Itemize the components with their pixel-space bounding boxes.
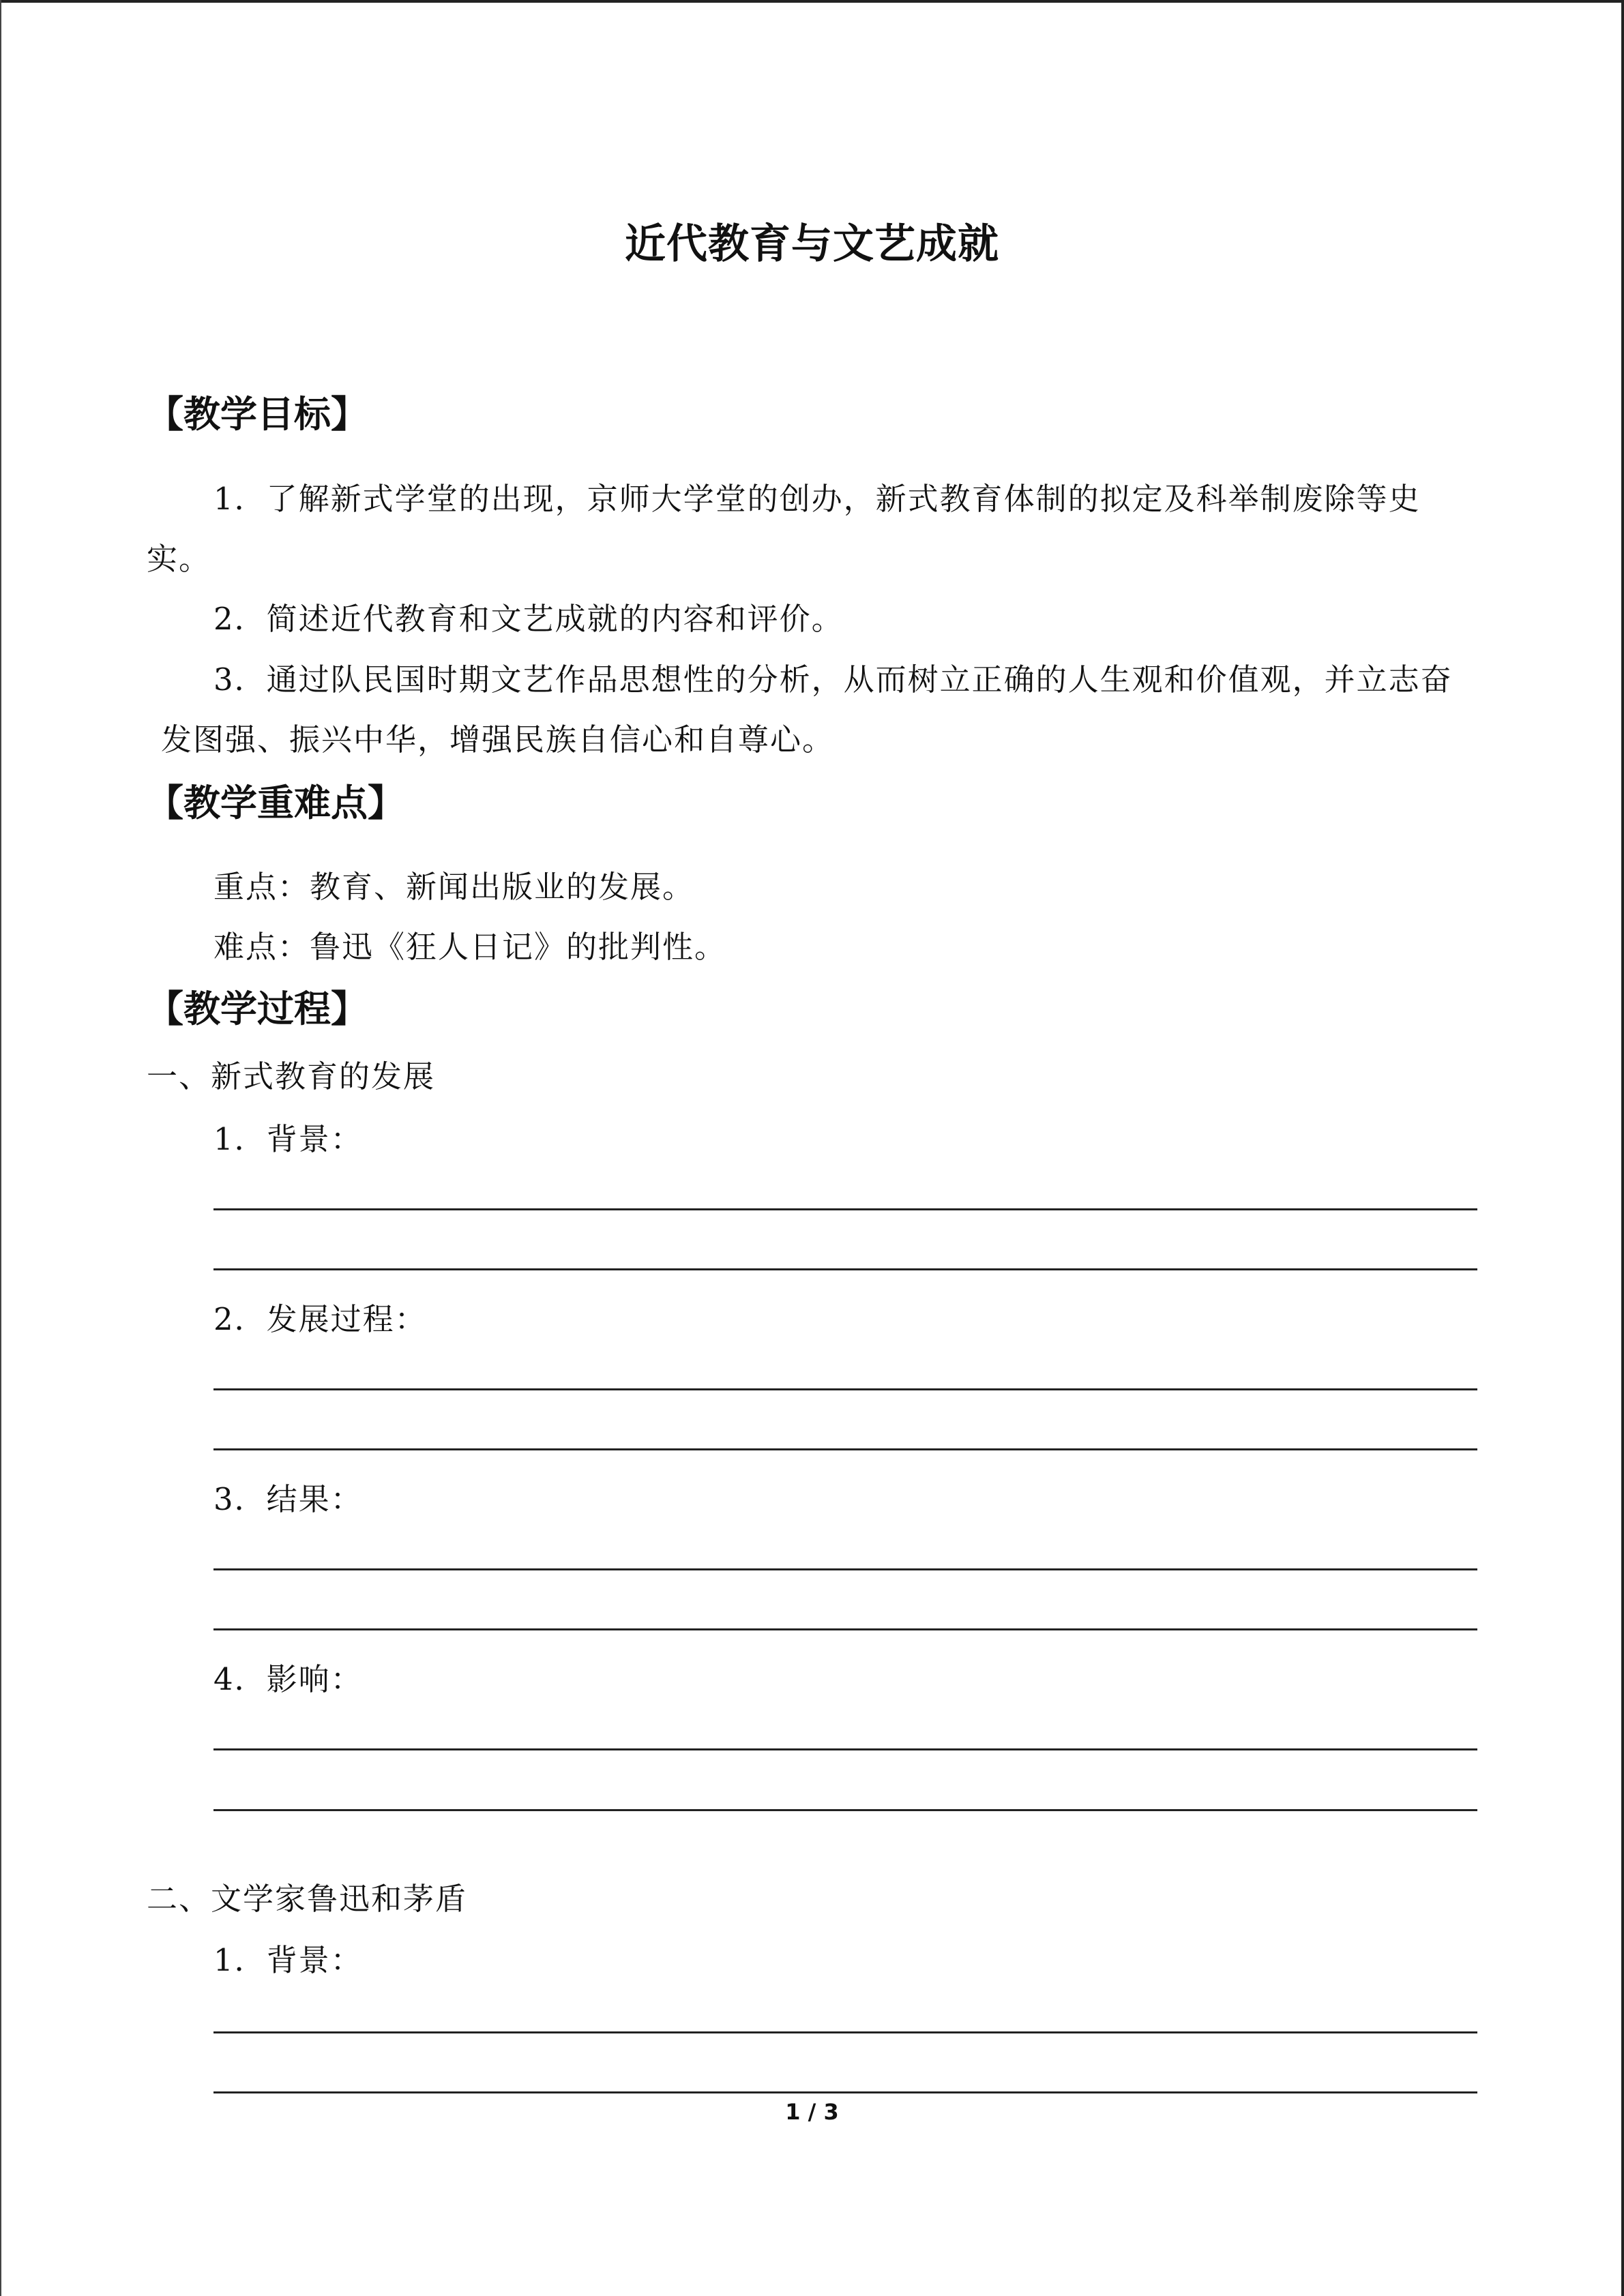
objective-1-line2: 实。 — [147, 541, 211, 577]
part1-prompt-process: 2．发展过程： — [213, 1301, 427, 1337]
objective-3-line1: 3．通过队民国时期文艺作品思想性的分析，从而树立正确的人生观和价值观，并立志奋 — [213, 661, 1453, 698]
answer-line[interactable] — [213, 1748, 1477, 1750]
part1-prompt-background: 1．背景： — [213, 1121, 363, 1157]
answer-line[interactable] — [213, 1809, 1477, 1811]
answer-line[interactable] — [213, 1568, 1477, 1570]
key-points-heading: 【教学重难点】 — [147, 781, 404, 824]
process-heading: 【教学过程】 — [147, 987, 368, 1030]
objectives-heading: 【教学目标】 — [147, 392, 368, 436]
part1-prompt-result: 3．结果： — [213, 1481, 363, 1517]
answer-line[interactable] — [213, 2091, 1477, 2093]
focus-point: 重点：教育、新闻出版业的发展。 — [213, 869, 695, 905]
answer-line[interactable] — [213, 1628, 1477, 1630]
page-top-border — [0, 0, 1624, 3]
document-title: 近代教育与文艺成就 — [625, 220, 999, 268]
answer-line[interactable] — [213, 1208, 1477, 1210]
answer-line[interactable] — [213, 2031, 1477, 2033]
objective-1-line1: 1．了解新式学堂的出现，京师大学堂的创办，新式教育体制的拟定及科举制废除等史 — [213, 481, 1421, 517]
page-number: 1 / 3 — [785, 2099, 839, 2125]
part2-prompt-background: 1．背景： — [213, 1942, 363, 1978]
objective-2: 2．简述近代教育和文艺成就的内容和评价。 — [213, 601, 844, 637]
answer-line[interactable] — [213, 1448, 1477, 1450]
difficulty-point: 难点：鲁迅《狂人日记》的批判性。 — [213, 929, 727, 965]
answer-line[interactable] — [213, 1388, 1477, 1390]
objective-3-line2: 发图强、振兴中华，增强民族自信心和自尊心。 — [161, 721, 835, 758]
answer-line[interactable] — [213, 1268, 1477, 1270]
part1-prompt-impact: 4．影响： — [213, 1661, 363, 1697]
page-left-border — [0, 0, 1, 2296]
part2-title: 二、文学家鲁迅和茅盾 — [147, 1881, 468, 1917]
part1-title: 一、新式教育的发展 — [147, 1058, 436, 1094]
page-right-border — [1621, 0, 1624, 2296]
